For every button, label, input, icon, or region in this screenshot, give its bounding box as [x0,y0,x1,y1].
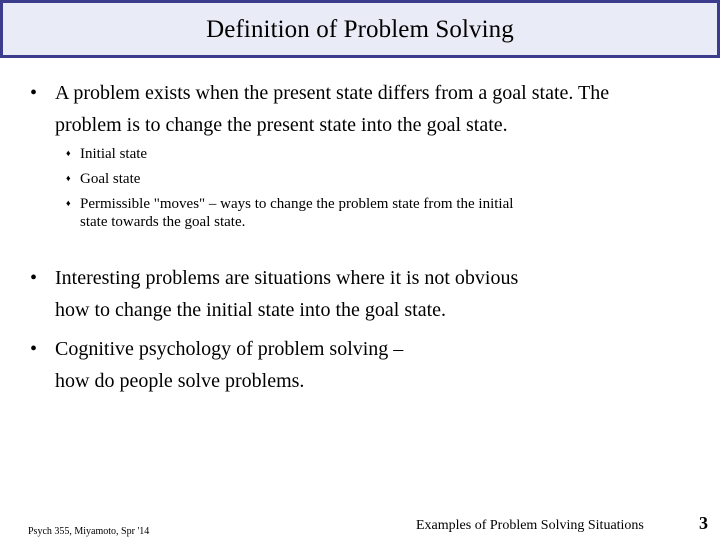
sub-item-line: state towards the goal state. [80,214,246,230]
bullet-line: Cognitive psychology of problem solving – [55,338,404,360]
diamond-bullet-icon: ♦ [66,173,71,183]
bullet-line: how do people solve problems. [55,370,305,392]
bullet-line: Interesting problems are situations where it is not obvious [55,267,519,289]
footer-section-title: Examples of Problem Solving Situations [416,518,644,533]
footer-course-label: Psych 355, Miyamoto, Spr '14 [28,526,150,537]
bullet-marker: • [30,82,38,104]
diamond-bullet-icon: ♦ [66,148,71,158]
sub-item-initial-state [66,145,666,163]
sub-item-line: Permissible "moves" – ways to change the problem state from the initial [80,196,514,212]
bullet-marker: • [30,338,38,360]
sub-item-line: Initial state [80,146,148,162]
page-number: 3 [699,513,708,533]
bullet-item-3 [30,333,690,397]
bullet-item-2 [30,262,690,326]
sub-item-goal-state [66,170,666,188]
diamond-bullet-icon: ♦ [66,198,71,208]
bullet-line: A problem exists when the present state differs from a goal state. The [55,82,610,104]
sub-item-permissible-moves [66,195,666,231]
bullet-marker: • [30,267,38,289]
sub-item-line: Goal state [80,171,141,187]
bullet-text [55,262,690,326]
slide-title: Definition of Problem Solving [206,15,514,43]
bullet-line: problem is to change the present state into the goal state. [55,114,508,136]
bullet-line: how to change the initial state into the goal state. [55,299,447,321]
bullet-text [55,77,690,141]
title-bar [0,0,720,58]
bullet-item-1 [30,77,690,141]
bullet-text [55,333,690,397]
